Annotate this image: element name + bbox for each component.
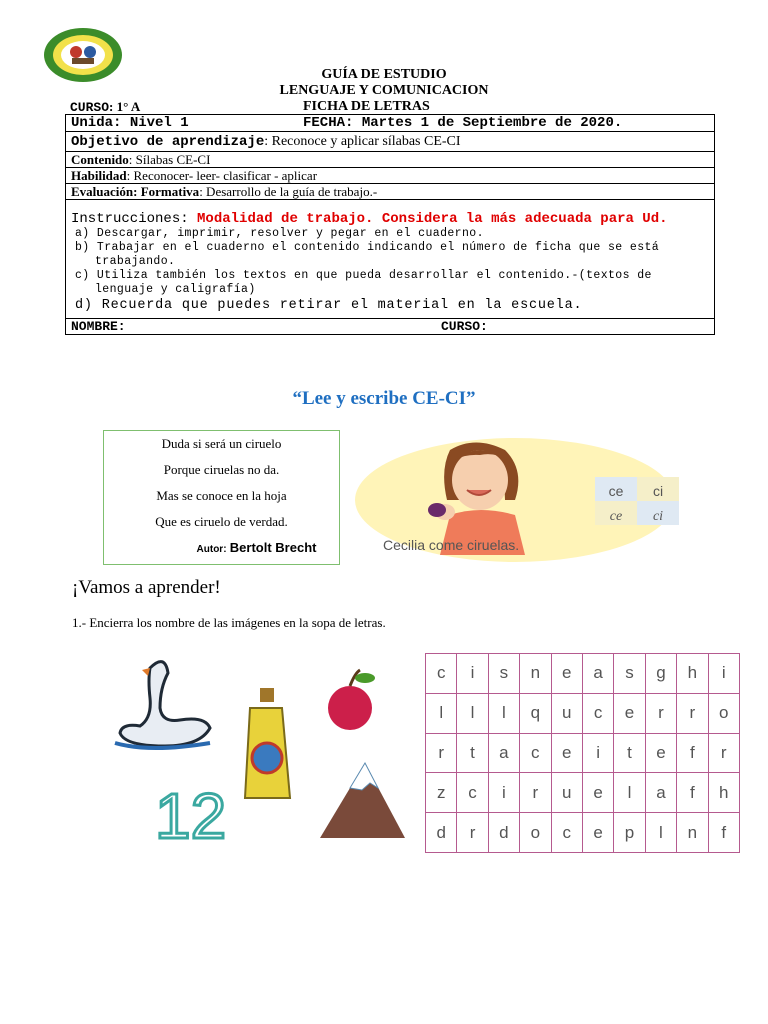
syllable-ce: ce (608, 483, 624, 499)
unidad-cell (71, 115, 303, 131)
curso2-label: CURSO: (441, 319, 488, 334)
word-search-row (426, 654, 740, 694)
objetivo-value: : Reconoce y aplicar sílabas CE-CI (264, 134, 461, 149)
instruction-mark: d) (75, 298, 93, 313)
word-search-cell[interactable]: e (582, 813, 613, 853)
syllable-ce-script: ce (609, 509, 623, 524)
instruction-mark: a) (75, 227, 90, 240)
word-search-cell[interactable]: c (426, 654, 457, 694)
word-search-cell[interactable]: t (457, 733, 488, 773)
unidad-row (66, 115, 714, 132)
instructions-block (66, 200, 714, 319)
word-search-cell[interactable]: r (645, 693, 676, 733)
instructions-modalidad: Modalidad de trabajo. Considera la más adecuada para Ud. (197, 211, 668, 227)
word-search-cell[interactable]: d (488, 813, 519, 853)
curso-value: : 1° A (109, 99, 141, 114)
word-search-cell[interactable]: c (551, 813, 582, 853)
poem-line: Porque ciruelas no da. (163, 462, 280, 477)
word-search-cell[interactable]: z (426, 773, 457, 813)
poem-author (104, 535, 339, 563)
word-search-cell[interactable]: o (520, 813, 551, 853)
evaluacion-label: Evaluación: Formativa (71, 184, 200, 199)
word-search-cell[interactable]: e (551, 733, 582, 773)
word-search-cell[interactable]: r (520, 773, 551, 813)
syllable-ci-script: ci (652, 509, 664, 524)
poem-box (103, 430, 340, 565)
curso-label: CURSO (70, 100, 110, 115)
word-search-row (426, 773, 740, 813)
instruction-item (71, 241, 709, 269)
word-search-cell[interactable]: f (677, 773, 708, 813)
word-search-cell[interactable]: h (708, 773, 739, 813)
poem-line: Mas se conoce en la hoja (156, 488, 287, 503)
word-search (425, 653, 740, 853)
instructions-list (71, 227, 709, 314)
objetivo-label: Objetivo de aprendizaje (71, 134, 265, 150)
word-search-cell[interactable]: o (708, 693, 739, 733)
evaluacion-row (66, 184, 714, 200)
instruction-text: Descargar, imprimir, resolver y pegar en el cuaderno. (96, 227, 484, 240)
contenido-label: Contenido (71, 152, 129, 167)
word-search-row (426, 813, 740, 853)
objetivo-row (66, 132, 714, 152)
word-search-cell[interactable]: a (488, 733, 519, 773)
word-search-cell[interactable]: e (582, 773, 613, 813)
word-search-cell[interactable]: q (520, 693, 551, 733)
exercise-pictures (110, 648, 415, 848)
word-search-cell[interactable]: i (708, 654, 739, 694)
word-search-cell[interactable]: g (645, 654, 676, 694)
instructions-heading (71, 212, 709, 227)
poem-line: Que es ciruelo de verdad. (155, 514, 288, 529)
fecha-label: FECHA (303, 115, 346, 131)
word-search-row (426, 733, 740, 773)
word-search-cell[interactable]: f (677, 733, 708, 773)
contenido-row (66, 152, 714, 168)
word-search-cell[interactable]: s (614, 654, 645, 694)
poem-line: Duda si será un ciruelo (161, 436, 282, 451)
nombre-label: NOMBRE: (71, 319, 126, 334)
word-search-cell[interactable]: n (677, 813, 708, 853)
word-search-cell[interactable]: s (488, 654, 519, 694)
nombre-row (66, 319, 714, 334)
habilidad-label: Habilidad (71, 168, 127, 183)
instruction-text: Recuerda que puedes retirar el material en la escuela. (101, 298, 583, 313)
subject-title: LENGUAJE Y COMUNICACION (279, 83, 489, 98)
instruction-item (71, 269, 709, 297)
word-search-cell[interactable]: l (645, 813, 676, 853)
instructions-label: Instrucciones: (71, 211, 189, 227)
info-table (65, 114, 715, 335)
word-search-cell[interactable]: r (708, 733, 739, 773)
word-search-cell[interactable]: u (551, 693, 582, 733)
section-title: “Lee y escribe CE-CI” (292, 388, 476, 409)
contenido-value: : Sílabas CE-CI (128, 152, 211, 167)
author-name: Bertolt Brecht (229, 540, 317, 555)
scene-caption: Cecilia come ciruelas. (383, 537, 520, 553)
word-search-cell[interactable]: i (582, 733, 613, 773)
instruction-mark: c) (75, 269, 90, 282)
word-search-cell[interactable]: t (614, 733, 645, 773)
syllable-ci: ci (652, 483, 664, 499)
instruction-item (71, 297, 709, 314)
word-search-cell[interactable]: r (426, 733, 457, 773)
word-search-cell[interactable]: d (426, 813, 457, 853)
word-search-cell[interactable]: c (520, 733, 551, 773)
mountain-icon (320, 763, 405, 838)
unidad-value: : Nivel 1 (113, 115, 189, 131)
word-search-cell[interactable]: e (614, 693, 645, 733)
word-search-row (426, 693, 740, 733)
word-search-cell[interactable]: f (708, 813, 739, 853)
instruction-item (71, 227, 709, 241)
habilidad-row (66, 168, 714, 184)
word-search-cell[interactable]: l (457, 693, 488, 733)
swan-icon (115, 662, 210, 748)
word-search-cell[interactable]: i (457, 654, 488, 694)
habilidad-value: : Reconocer- leer- clasificar - aplicar (126, 168, 318, 183)
number-twelve: 12 (155, 780, 227, 848)
word-search-cell[interactable]: e (645, 733, 676, 773)
word-search-cell[interactable]: r (457, 813, 488, 853)
exercise-1: 1.- Encierra los nombre de las imágenes en la sopa de letras. (72, 615, 386, 630)
word-search-cell[interactable]: c (582, 693, 613, 733)
unidad-label: Unida (71, 115, 114, 131)
word-search-cell[interactable]: c (457, 773, 488, 813)
word-search-cell[interactable]: a (645, 773, 676, 813)
word-search-cell[interactable]: n (520, 654, 551, 694)
fecha-cell (303, 115, 622, 131)
word-search-cell[interactable]: l (426, 693, 457, 733)
word-search-cell[interactable]: a (582, 654, 613, 694)
instruction-mark: b) (75, 241, 90, 254)
cecilia-illustration (355, 430, 718, 568)
word-search-cell[interactable]: u (551, 773, 582, 813)
word-search-cell[interactable]: i (488, 773, 519, 813)
instruction-text: Trabajar en el cuaderno el contenido indicando el número de ficha que se está trabajando. (95, 241, 660, 268)
word-search-cell[interactable]: h (677, 654, 708, 694)
curso-line (70, 99, 140, 115)
fecha-value: : Martes 1 de Septiembre de 2020. (345, 115, 623, 131)
word-search-cell[interactable]: r (677, 693, 708, 733)
evaluacion-value: : Desarrollo de la guía de trabajo.- (199, 184, 378, 199)
vamos-heading: ¡Vamos a aprender! (72, 577, 221, 598)
guide-title: GUÍA DE ESTUDIO (321, 67, 447, 82)
word-search-cell[interactable]: p (614, 813, 645, 853)
ficha-title: FICHA DE LETRAS (303, 99, 430, 114)
word-search-cell[interactable]: l (488, 693, 519, 733)
oil-bottle-icon (245, 688, 290, 798)
plum-icon (328, 670, 375, 730)
author-label: Autor: (196, 544, 227, 555)
instruction-text: Utiliza también los textos en que pueda desarrollar el contenido.-(textos de lenguaje y caligrafía) (95, 269, 652, 296)
word-search-cell[interactable]: e (551, 654, 582, 694)
word-search-cell[interactable]: l (614, 773, 645, 813)
